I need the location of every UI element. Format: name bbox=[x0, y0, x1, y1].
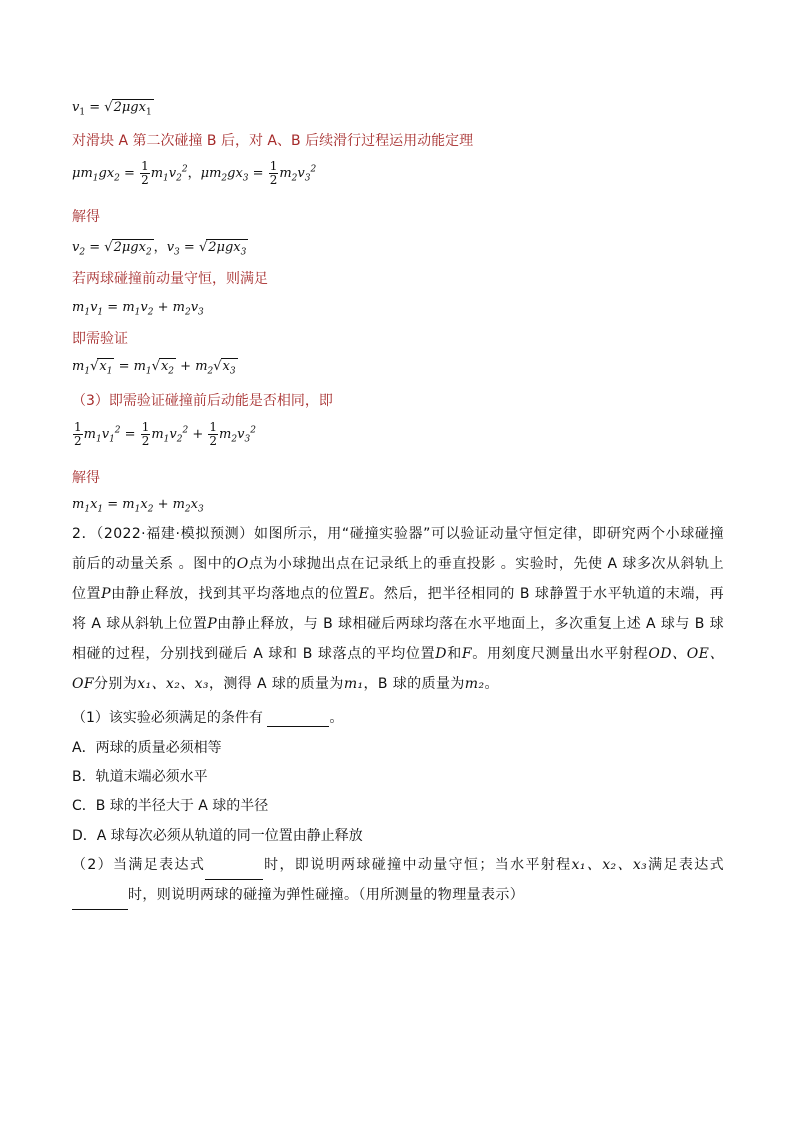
option-b: B．轨道末端必须水平 bbox=[72, 769, 208, 785]
question-2: （2）当满足表达式 时，即说明两球碰撞中动量守恒；当水平射程x₁、x₂、x₃满足表达式时，则说明两球的碰撞为弹性碰撞。（用所测量的物理量表示） bbox=[72, 850, 724, 910]
eq-v1-symbol: v bbox=[72, 100, 80, 115]
equation-v1: $v_1 = √2\mu gx_1$ bbox=[72, 100, 152, 118]
equation-energy: $\mu m_1gx_2$ = $\frac{1}{2}$ $m_1v_2^2$，$\mu m_2gx_3$ = $\frac{1}{2}$ $m_2v_3^2$ bbox=[72, 159, 317, 187]
answer-blank-2[interactable] bbox=[205, 879, 263, 880]
equation-momentum: $m_1v_1 = m_1v_2 + m_2v_3$ bbox=[72, 300, 204, 318]
option-d: D．A 球每次必须从轨道的同一位置由静止释放 bbox=[72, 828, 363, 844]
equation-v2-v3: $v_2 = √2\mu gx_2$ ，$v_3 = √2\mu gx_3$ bbox=[72, 240, 247, 258]
problem-number: 2． bbox=[72, 526, 97, 542]
equation-result: $m_1x_1 = m_1x_2 + m_2x_3$ bbox=[72, 497, 204, 515]
answer-blank-1[interactable] bbox=[267, 726, 329, 727]
solution-text-2: 若两球碰撞前动量守恒，则满足 bbox=[72, 271, 268, 287]
eq-v1-radicand: 2μgx$_1$ bbox=[113, 100, 152, 118]
option-a: A．两球的质量必须相等 bbox=[72, 740, 222, 756]
solution-text-1: 对滑块 A 第二次碰撞 B 后，对 A、B 后续滑行过程运用动能定理 bbox=[72, 133, 474, 149]
solution-text-4: （3）即需验证碰撞前后动能是否相同，即 bbox=[72, 393, 333, 409]
equation-verify-sqrt: $m_1√x_1 = m_1√x_2 + m_2√x_3$ bbox=[72, 359, 236, 377]
solution-text-3: 即需验证 bbox=[72, 331, 128, 347]
solution-jiede-1: 解得 bbox=[72, 209, 100, 225]
equation-kinetic: $\frac{1}{2}$ $m_1v_1^2$ = $\frac{1}{2}$ $m_1v_2^2$ + $\frac{1}{2}$ $m_2v_3^2$ bbox=[74, 420, 256, 448]
problem-source: （2022·福建·模拟预测） bbox=[96, 526, 254, 542]
option-c: C．B 球的半径大于 A 球的半径 bbox=[72, 798, 269, 814]
solution-jiede-2: 解得 bbox=[72, 470, 100, 486]
problem-stem: 2．（2022·福建·模拟预测）如图所示，用“碰撞实验器”可以验证动量守恒定律，即研究两个小球碰撞前后的动量关系 。图中的O点为小球抛出点在记录纸上的垂直投影 。实验时，先使 A 球多次从斜轨上位置P由静止释放，找到其平均落地点的位置E。然后，把半径相同的 B 球静置于水平轨道的末端，再将 A 球从斜轨上位置P由静止释放，与 B 球相碰后两球均落在水平地面上，多次重复上述 A 球与 B 球相碰的过程，分别找到碰后 A 球和 B 球落点的平均位置D和F。用刻度尺测量出水平射程OD、OE、OF分别为x₁、x₂、x₃，测得 A 球的质量为m₁，B 球的质量为m₂。 bbox=[72, 526, 724, 692]
question-1: （1）该实验必须满足的条件有 。 bbox=[72, 710, 344, 726]
answer-blank-3[interactable] bbox=[72, 909, 128, 910]
